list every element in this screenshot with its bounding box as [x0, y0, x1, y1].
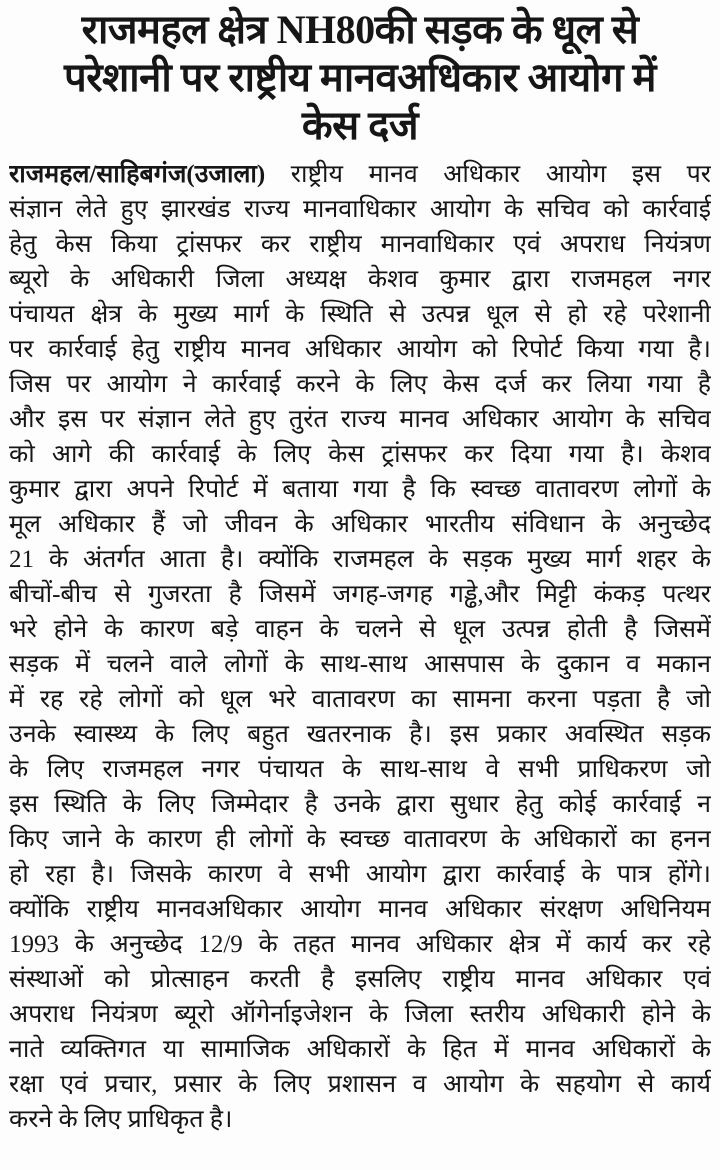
body-line: को आगे की कार्रवाई के लिए केस ट्रांसफर कर दिया गया है। केशव: [9, 441, 711, 468]
body-line: इस स्थिति के लिए जिम्मेदार है उनके द्वारा सुधार हेतु कोई कार्रवाई न: [9, 791, 711, 818]
body-line: बीचों-बीच से गुजरता है जिसमें जगह-जगह गड्ढे,और मिट्टी कंकड़ पत्थर: [9, 581, 711, 608]
body-line: उनके स्वास्थ्य के लिए बहुत खतरनाक है। इस प्रकार अवस्थित सड़क: [9, 721, 711, 748]
body-line: और इस पर संज्ञान लेते हुए तुरंत राज्य मानव अधिकार आयोग के सचिव: [9, 406, 711, 433]
body-line: भरे होने के कारण बड़े वाहन के चलने से धूल उत्पन्न होती है जिसमें: [9, 616, 711, 643]
body-line: रक्षा एवं प्रचार, प्रसार के लिए प्रशासन व आयोग के सहयोग से कार्य: [9, 1071, 711, 1098]
body-line: अपराध नियंत्रण ब्यूरो ऑगेर्नाइजेशन के जिला स्तरीय अधिकारी होने के: [9, 1001, 711, 1028]
lead-text: राष्ट्रीय मानव अधिकार आयोग इस पर: [265, 161, 711, 188]
body-line-lead: [9, 157, 711, 192]
body-line: हेतु केस किया ट्रांसफर कर राष्ट्रीय मानवाधिकार एवं अपराध नियंत्रण: [9, 231, 711, 258]
body-line: संस्थाओं को प्रोत्साहन करती है इसलिए राष्ट्रीय मानव अधिकार एवं: [9, 966, 711, 993]
body-line: कुमार द्वारा अपने रिपोर्ट में बताया गया है कि स्वच्छ वातावरण लोगों के: [9, 476, 711, 503]
body-line: नाते व्यक्तिगत या सामाजिक अधिकारों के हित में मानव अधिकारों के: [9, 1036, 711, 1063]
body-line: क्योंकि राष्ट्रीय मानवअधिकार आयोग मानव अधिकार संरक्षण अधिनियम: [9, 896, 711, 923]
article-body: [9, 157, 711, 1137]
body-line: सड़क में चलने वाले लोगों के साथ-साथ आसपास के दुकान व मकान: [9, 651, 711, 678]
body-line: संज्ञान लेते हुए झारखंड राज्य मानवाधिकार आयोग के सचिव को कार्रवाई: [9, 196, 711, 223]
body-line: मूल अधिकार हैं जो जीवन के अधिकार भारतीय संविधान के अनुच्छेद: [9, 511, 711, 538]
headline-line: परेशानी पर राष्ट्रीय मानवअधिकार आयोग में: [64, 55, 656, 100]
body-line: पंचायत क्षेत्र के मुख्य मार्ग के स्थिति से उत्पन्न धूल से हो रहे परेशानी: [9, 301, 711, 328]
body-line: पर कार्रवाई हेतु राष्ट्रीय मानव अधिकार आयोग को रिपोर्ट किया गया है।: [9, 336, 711, 363]
body-line: हो रहा है। जिसके कारण वे सभी आयोग द्वारा कार्रवाई के पात्र होंगे।: [9, 861, 711, 888]
body-line: किए जाने के कारण ही लोगों के स्वच्छ वातावरण के अधिकारों का हनन: [9, 826, 711, 853]
body-line: के लिए राजमहल नगर पंचायत के साथ-साथ वे सभी प्राधिकरण जो: [9, 756, 711, 783]
body-line: ब्यूरो के अधिकारी जिला अध्यक्ष केशव कुमार द्वारा राजमहल नगर: [9, 266, 711, 293]
body-line: 21 के अंतर्गत आता है। क्योंकि राजमहल के सड़क मुख्य मार्ग शहर के: [9, 546, 711, 573]
body-line: में रह रहे लोगों को धूल भरे वातावरण का सामना करना पड़ता है जो: [9, 686, 711, 713]
body-line: करने के लिए प्राधिकृत है।: [9, 1106, 233, 1133]
body-line: 1993 के अनुच्छेद 12/9 के तहत मानव अधिकार क्षेत्र में कार्य कर रहे: [9, 931, 711, 958]
article-headline: [0, 6, 720, 150]
dateline: राजमहल/साहिबगंज(उजाला): [9, 161, 266, 188]
body-line: जिस पर आयोग ने कार्रवाई करने के लिए केस दर्ज कर लिया गया है: [9, 371, 711, 398]
headline-line: केस दर्ज: [301, 103, 419, 148]
headline-line: राजमहल क्षेत्र NH80की सड़क के धूल से: [81, 7, 639, 52]
